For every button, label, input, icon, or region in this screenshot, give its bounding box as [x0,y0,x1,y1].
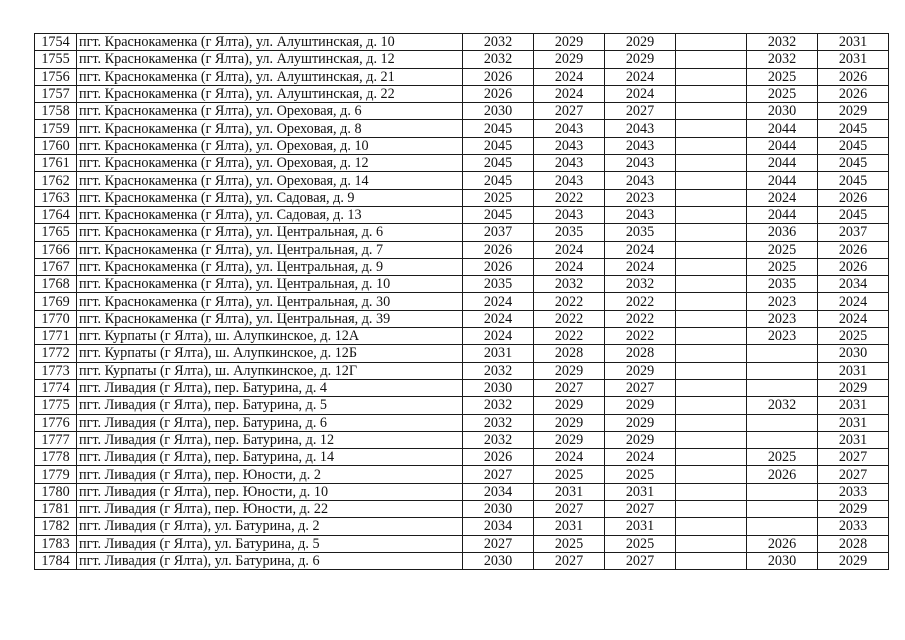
year-cell-2: 2043 [534,120,605,137]
table-row [35,276,889,293]
year-cell-5: 2044 [747,206,818,223]
table-row [35,414,889,431]
address-cell: пгт. Ливадия (г Ялта), пер. Батурина, д. 6 [77,414,463,431]
year-cell-6: 2045 [818,137,889,154]
year-cell-6: 2037 [818,224,889,241]
year-cell-1: 2030 [463,379,534,396]
address-cell: пгт. Курпаты (г Ялта), ш. Алупкинское, д. 12А [77,328,463,345]
year-cell-2: 2031 [534,483,605,500]
year-cell-2: 2043 [534,137,605,154]
year-cell-4 [676,293,747,310]
row-number: 1772 [35,345,77,362]
year-cell-1: 2032 [463,431,534,448]
address-cell: пгт. Ливадия (г Ялта), пер. Батурина, д. 12 [77,431,463,448]
year-cell-5: 2032 [747,397,818,414]
year-cell-3: 2025 [605,535,676,552]
year-cell-2: 2028 [534,345,605,362]
year-cell-5 [747,345,818,362]
table-row [35,449,889,466]
address-cell: пгт. Краснокаменка (г Ялта), ул. Ореховая, д. 6 [77,103,463,120]
year-cell-1: 2030 [463,501,534,518]
year-cell-4 [676,34,747,51]
year-cell-2: 2032 [534,276,605,293]
year-cell-2: 2024 [534,68,605,85]
address-cell: пгт. Краснокаменка (г Ялта), ул. Алуштинская, д. 22 [77,85,463,102]
year-cell-3: 2024 [605,258,676,275]
year-cell-2: 2027 [534,501,605,518]
year-cell-6: 2029 [818,379,889,396]
year-cell-3: 2032 [605,276,676,293]
year-cell-3: 2027 [605,552,676,569]
year-cell-6: 2031 [818,51,889,68]
year-cell-5: 2044 [747,172,818,189]
year-cell-3: 2024 [605,241,676,258]
year-cell-3: 2029 [605,414,676,431]
row-number: 1754 [35,34,77,51]
year-cell-6: 2031 [818,34,889,51]
year-cell-3: 2022 [605,310,676,327]
address-cell: пгт. Краснокаменка (г Ялта), ул. Алуштинская, д. 10 [77,34,463,51]
year-cell-2: 2035 [534,224,605,241]
year-cell-5: 2044 [747,120,818,137]
year-cell-6: 2029 [818,103,889,120]
year-cell-2: 2029 [534,431,605,448]
row-number: 1762 [35,172,77,189]
address-cell: пгт. Ливадия (г Ялта), пер. Батурина, д. 4 [77,379,463,396]
year-cell-2: 2024 [534,449,605,466]
table-row [35,431,889,448]
year-cell-1: 2045 [463,206,534,223]
year-cell-3: 2029 [605,362,676,379]
table-row [35,206,889,223]
housing-schedule-table [34,33,889,570]
year-cell-3: 2029 [605,51,676,68]
table-row [35,501,889,518]
year-cell-2: 2031 [534,518,605,535]
year-cell-2: 2022 [534,310,605,327]
year-cell-6: 2030 [818,345,889,362]
year-cell-6: 2024 [818,310,889,327]
year-cell-2: 2025 [534,535,605,552]
year-cell-6: 2026 [818,258,889,275]
year-cell-5: 2044 [747,155,818,172]
year-cell-4 [676,103,747,120]
row-number: 1781 [35,501,77,518]
row-number: 1783 [35,535,77,552]
year-cell-3: 2024 [605,68,676,85]
table-row [35,68,889,85]
year-cell-5: 2023 [747,310,818,327]
row-number: 1769 [35,293,77,310]
row-number: 1763 [35,189,77,206]
row-number: 1761 [35,155,77,172]
year-cell-5 [747,431,818,448]
year-cell-4 [676,345,747,362]
table-row [35,483,889,500]
year-cell-6: 2026 [818,85,889,102]
year-cell-1: 2032 [463,414,534,431]
year-cell-6: 2029 [818,552,889,569]
year-cell-6: 2031 [818,397,889,414]
address-cell: пгт. Ливадия (г Ялта), ул. Батурина, д. 5 [77,535,463,552]
table-row [35,224,889,241]
year-cell-1: 2032 [463,362,534,379]
year-cell-2: 2025 [534,466,605,483]
address-cell: пгт. Краснокаменка (г Ялта), ул. Ореховая, д. 14 [77,172,463,189]
year-cell-1: 2026 [463,241,534,258]
row-number: 1756 [35,68,77,85]
year-cell-5: 2026 [747,535,818,552]
year-cell-1: 2037 [463,224,534,241]
year-cell-1: 2024 [463,328,534,345]
year-cell-2: 2024 [534,241,605,258]
year-cell-1: 2024 [463,293,534,310]
address-cell: пгт. Курпаты (г Ялта), ш. Алупкинское, д. 12Б [77,345,463,362]
year-cell-1: 2035 [463,276,534,293]
year-cell-3: 2027 [605,379,676,396]
year-cell-2: 2027 [534,103,605,120]
year-cell-1: 2027 [463,535,534,552]
year-cell-5: 2030 [747,103,818,120]
table-row [35,328,889,345]
row-number: 1780 [35,483,77,500]
year-cell-4 [676,258,747,275]
year-cell-5: 2026 [747,466,818,483]
year-cell-4 [676,68,747,85]
address-cell: пгт. Краснокаменка (г Ялта), ул. Центральная, д. 10 [77,276,463,293]
year-cell-6: 2026 [818,68,889,85]
year-cell-2: 2022 [534,189,605,206]
address-cell: пгт. Краснокаменка (г Ялта), ул. Ореховая, д. 8 [77,120,463,137]
year-cell-3: 2043 [605,120,676,137]
year-cell-5: 2035 [747,276,818,293]
year-cell-2: 2022 [534,328,605,345]
year-cell-3: 2031 [605,483,676,500]
table-row [35,120,889,137]
address-cell: пгт. Ливадия (г Ялта), пер. Батурина, д. 5 [77,397,463,414]
year-cell-1: 2031 [463,345,534,362]
year-cell-3: 2027 [605,103,676,120]
year-cell-2: 2029 [534,414,605,431]
year-cell-5 [747,414,818,431]
row-number: 1755 [35,51,77,68]
year-cell-2: 2027 [534,552,605,569]
year-cell-5: 2032 [747,34,818,51]
address-cell: пгт. Ливадия (г Ялта), пер. Юности, д. 22 [77,501,463,518]
table-row [35,518,889,535]
year-cell-5: 2023 [747,328,818,345]
address-cell: пгт. Ливадия (г Ялта), пер. Юности, д. 10 [77,483,463,500]
year-cell-1: 2045 [463,172,534,189]
year-cell-4 [676,120,747,137]
year-cell-1: 2032 [463,34,534,51]
year-cell-3: 2031 [605,518,676,535]
year-cell-1: 2045 [463,137,534,154]
year-cell-5: 2025 [747,241,818,258]
year-cell-4 [676,535,747,552]
year-cell-6: 2045 [818,172,889,189]
year-cell-1: 2027 [463,466,534,483]
year-cell-1: 2045 [463,120,534,137]
year-cell-4 [676,362,747,379]
address-cell: пгт. Ливадия (г Ялта), пер. Батурина, д. 14 [77,449,463,466]
address-cell: пгт. Краснокаменка (г Ялта), ул. Центральная, д. 9 [77,258,463,275]
year-cell-3: 2029 [605,431,676,448]
year-cell-4 [676,466,747,483]
table-row [35,258,889,275]
year-cell-5: 2044 [747,137,818,154]
year-cell-2: 2043 [534,172,605,189]
year-cell-4 [676,189,747,206]
row-number: 1759 [35,120,77,137]
year-cell-3: 2027 [605,501,676,518]
table-row [35,552,889,569]
year-cell-4 [676,276,747,293]
year-cell-4 [676,155,747,172]
year-cell-3: 2043 [605,137,676,154]
row-number: 1757 [35,85,77,102]
year-cell-3: 2022 [605,328,676,345]
year-cell-6: 2026 [818,189,889,206]
year-cell-2: 2027 [534,379,605,396]
year-cell-1: 2030 [463,552,534,569]
year-cell-3: 2023 [605,189,676,206]
year-cell-4 [676,431,747,448]
year-cell-6: 2024 [818,293,889,310]
table-row [35,51,889,68]
year-cell-5: 2025 [747,258,818,275]
row-number: 1771 [35,328,77,345]
year-cell-4 [676,172,747,189]
year-cell-4 [676,449,747,466]
year-cell-3: 2043 [605,172,676,189]
table-row [35,345,889,362]
table-row [35,172,889,189]
row-number: 1776 [35,414,77,431]
year-cell-5: 2023 [747,293,818,310]
year-cell-6: 2033 [818,518,889,535]
address-cell: пгт. Краснокаменка (г Ялта), ул. Ореховая, д. 10 [77,137,463,154]
address-cell: пгт. Краснокаменка (г Ялта), ул. Центральная, д. 39 [77,310,463,327]
row-number: 1764 [35,206,77,223]
year-cell-3: 2028 [605,345,676,362]
year-cell-2: 2029 [534,34,605,51]
year-cell-5: 2025 [747,449,818,466]
table-row [35,466,889,483]
year-cell-1: 2034 [463,483,534,500]
row-number: 1758 [35,103,77,120]
address-cell: пгт. Краснокаменка (г Ялта), ул. Центральная, д. 30 [77,293,463,310]
year-cell-3: 2035 [605,224,676,241]
address-cell: пгт. Краснокаменка (г Ялта), ул. Алуштинская, д. 21 [77,68,463,85]
year-cell-4 [676,224,747,241]
year-cell-4 [676,85,747,102]
year-cell-5: 2024 [747,189,818,206]
year-cell-3: 2024 [605,449,676,466]
year-cell-2: 2029 [534,397,605,414]
year-cell-1: 2026 [463,449,534,466]
table-row [35,103,889,120]
year-cell-2: 2024 [534,258,605,275]
year-cell-4 [676,206,747,223]
year-cell-5: 2025 [747,68,818,85]
year-cell-6: 2034 [818,276,889,293]
year-cell-3: 2029 [605,34,676,51]
year-cell-6: 2028 [818,535,889,552]
year-cell-6: 2045 [818,155,889,172]
year-cell-2: 2029 [534,51,605,68]
year-cell-3: 2025 [605,466,676,483]
row-number: 1768 [35,276,77,293]
address-cell: пгт. Краснокаменка (г Ялта), ул. Ореховая, д. 12 [77,155,463,172]
year-cell-5: 2032 [747,51,818,68]
row-number: 1782 [35,518,77,535]
year-cell-4 [676,328,747,345]
row-number: 1784 [35,552,77,569]
year-cell-5: 2036 [747,224,818,241]
row-number: 1760 [35,137,77,154]
year-cell-6: 2027 [818,466,889,483]
row-number: 1778 [35,449,77,466]
table-row [35,379,889,396]
table-row [35,34,889,51]
year-cell-1: 2032 [463,51,534,68]
year-cell-4 [676,241,747,258]
row-number: 1773 [35,362,77,379]
row-number: 1777 [35,431,77,448]
address-cell: пгт. Краснокаменка (г Ялта), ул. Садовая, д. 9 [77,189,463,206]
year-cell-5 [747,483,818,500]
address-cell: пгт. Краснокаменка (г Ялта), ул. Алуштинская, д. 12 [77,51,463,68]
address-cell: пгт. Ливадия (г Ялта), пер. Юности, д. 2 [77,466,463,483]
year-cell-1: 2032 [463,397,534,414]
year-cell-1: 2045 [463,155,534,172]
year-cell-6: 2029 [818,501,889,518]
year-cell-6: 2031 [818,431,889,448]
year-cell-2: 2024 [534,85,605,102]
row-number: 1770 [35,310,77,327]
year-cell-6: 2031 [818,362,889,379]
year-cell-6: 2026 [818,241,889,258]
year-cell-6: 2033 [818,483,889,500]
year-cell-2: 2029 [534,362,605,379]
year-cell-2: 2043 [534,155,605,172]
year-cell-6: 2045 [818,120,889,137]
address-cell: пгт. Ливадия (г Ялта), ул. Батурина, д. 6 [77,552,463,569]
table-row [35,241,889,258]
year-cell-1: 2026 [463,258,534,275]
year-cell-3: 2024 [605,85,676,102]
year-cell-5: 2030 [747,552,818,569]
address-cell: пгт. Краснокаменка (г Ялта), ул. Центральная, д. 6 [77,224,463,241]
year-cell-1: 2026 [463,68,534,85]
address-cell: пгт. Ливадия (г Ялта), ул. Батурина, д. 2 [77,518,463,535]
year-cell-4 [676,379,747,396]
row-number: 1767 [35,258,77,275]
year-cell-3: 2043 [605,155,676,172]
row-number: 1766 [35,241,77,258]
row-number: 1774 [35,379,77,396]
year-cell-5 [747,518,818,535]
address-cell: пгт. Курпаты (г Ялта), ш. Алупкинское, д. 12Г [77,362,463,379]
year-cell-3: 2022 [605,293,676,310]
year-cell-4 [676,51,747,68]
year-cell-1: 2025 [463,189,534,206]
year-cell-1: 2026 [463,85,534,102]
year-cell-4 [676,501,747,518]
row-number: 1779 [35,466,77,483]
row-number: 1765 [35,224,77,241]
year-cell-4 [676,483,747,500]
table-row [35,293,889,310]
year-cell-5 [747,501,818,518]
table-row [35,397,889,414]
address-cell: пгт. Краснокаменка (г Ялта), ул. Садовая, д. 13 [77,206,463,223]
table-row [35,362,889,379]
table-row [35,189,889,206]
year-cell-1: 2034 [463,518,534,535]
table-row [35,137,889,154]
row-number: 1775 [35,397,77,414]
address-cell: пгт. Краснокаменка (г Ялта), ул. Центральная, д. 7 [77,241,463,258]
year-cell-6: 2025 [818,328,889,345]
table-row [35,85,889,102]
year-cell-1: 2024 [463,310,534,327]
table-body [35,34,889,570]
year-cell-4 [676,414,747,431]
year-cell-3: 2043 [605,206,676,223]
year-cell-6: 2031 [818,414,889,431]
year-cell-2: 2043 [534,206,605,223]
year-cell-6: 2027 [818,449,889,466]
year-cell-4 [676,397,747,414]
year-cell-4 [676,137,747,154]
year-cell-1: 2030 [463,103,534,120]
year-cell-6: 2045 [818,206,889,223]
table-row [35,310,889,327]
year-cell-5 [747,379,818,396]
year-cell-4 [676,552,747,569]
year-cell-4 [676,518,747,535]
year-cell-4 [676,310,747,327]
year-cell-5 [747,362,818,379]
table-row [35,155,889,172]
year-cell-3: 2029 [605,397,676,414]
year-cell-5: 2025 [747,85,818,102]
table-row [35,535,889,552]
year-cell-2: 2022 [534,293,605,310]
